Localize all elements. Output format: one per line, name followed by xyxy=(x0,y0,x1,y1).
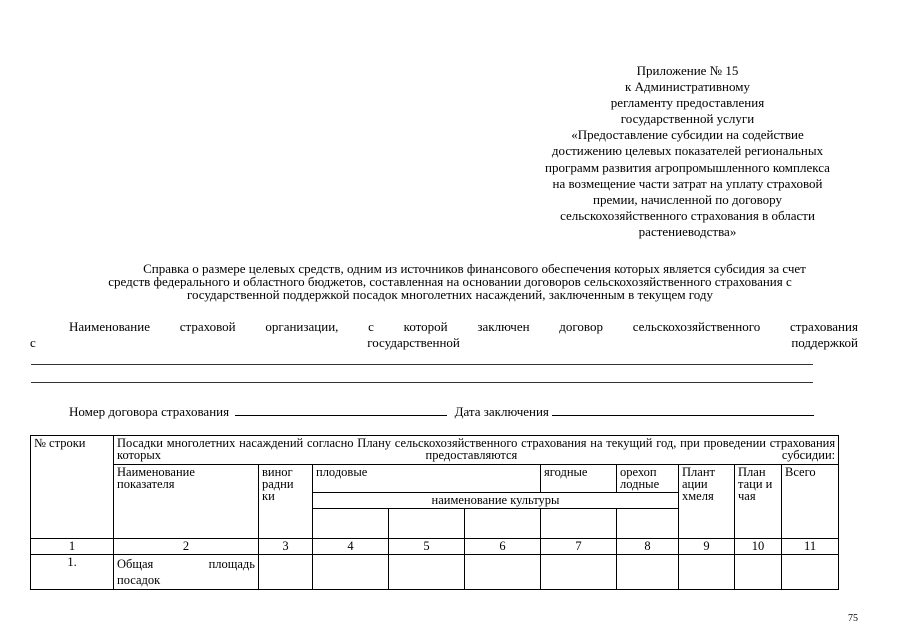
value-cell[interactable] xyxy=(679,555,735,590)
subsidy-table xyxy=(30,435,839,590)
title-line: средств федерального и областного бюджетов, составленная на основании договоров сельскохозяйственного страхования с xyxy=(108,274,792,289)
table-row xyxy=(31,555,839,590)
insurer-line-2 xyxy=(30,335,858,351)
column-number: 8 xyxy=(617,539,679,555)
contract-date-field[interactable] xyxy=(552,403,814,416)
word: заключен xyxy=(477,319,530,334)
column-number: 6 xyxy=(465,539,541,555)
indicator-header: Наименование показателя xyxy=(114,465,259,539)
insurer-name-field xyxy=(30,319,858,351)
row-label xyxy=(114,555,259,590)
insurer-line-1 xyxy=(30,319,858,335)
word: страховой xyxy=(179,319,236,334)
appendix-line: регламенту предоставления xyxy=(610,95,765,111)
column-number: 10 xyxy=(735,539,782,555)
word: государственной xyxy=(367,335,460,350)
culture-cell[interactable] xyxy=(617,509,679,539)
value-cell[interactable] xyxy=(259,555,313,590)
page-number: 75 xyxy=(848,613,858,624)
contract-number-field[interactable] xyxy=(235,403,447,416)
appendix-header xyxy=(500,63,875,240)
fill-in-line[interactable] xyxy=(31,382,813,383)
value-cell[interactable] xyxy=(313,555,389,590)
vineyards-header: виног радни ки xyxy=(259,465,313,539)
value-cell[interactable] xyxy=(389,555,465,590)
culture-cell[interactable] xyxy=(541,509,617,539)
title-line: Справка о размере целевых средств, одним из источников финансового обеспечения которых является субсидия за счет xyxy=(143,261,806,276)
value-cell[interactable] xyxy=(465,555,541,590)
column-number: 2 xyxy=(114,539,259,555)
hops-header: Плант ации хмеля xyxy=(679,465,735,539)
appendix-line: достижению целевых показателей региональных xyxy=(551,143,824,159)
word: организации, xyxy=(265,319,339,334)
contract-line xyxy=(69,403,814,420)
value-cell[interactable] xyxy=(617,555,679,590)
column-number: 4 xyxy=(313,539,389,555)
word: договор xyxy=(559,319,603,334)
value-cell[interactable] xyxy=(541,555,617,590)
column-number: 7 xyxy=(541,539,617,555)
culture-cell[interactable] xyxy=(465,509,541,539)
word: сельскохозяйственного xyxy=(632,319,761,334)
value-cell[interactable] xyxy=(782,555,839,590)
culture-cell[interactable] xyxy=(389,509,465,539)
column-number: 3 xyxy=(259,539,313,555)
row-label-line: посадок xyxy=(117,573,161,587)
tea-header: План таци и чая xyxy=(735,465,782,539)
nut-header: орехоп лодные xyxy=(617,465,679,493)
column-number: 9 xyxy=(679,539,735,555)
col-no-header: № строки xyxy=(31,436,114,539)
word: Наименование xyxy=(69,319,150,334)
value-cell[interactable] xyxy=(735,555,782,590)
appendix-line: растениеводства» xyxy=(638,223,737,239)
contract-number-label: Номер договора страхования xyxy=(69,404,230,419)
berry-header: ягодные xyxy=(541,465,617,493)
word: с xyxy=(368,319,374,334)
contract-date-label: Дата заключения xyxy=(454,404,549,419)
appendix-line: государственной услуги xyxy=(620,111,755,127)
word: страхования xyxy=(789,319,858,334)
column-number: 5 xyxy=(389,539,465,555)
word: которой xyxy=(403,319,448,334)
appendix-line: на возмещение части затрат на уплату страховой xyxy=(552,175,823,191)
culture-name-header: наименование культуры xyxy=(313,493,679,509)
appendix-line: Приложение № 15 xyxy=(636,63,739,78)
word: с xyxy=(30,335,36,350)
row-number: 1. xyxy=(31,555,114,590)
row-label-line: Общая площадь xyxy=(117,557,255,571)
document-title xyxy=(30,262,870,301)
appendix-line: сельскохозяйственного страхования в области xyxy=(560,207,815,223)
plantings-header: Посадки многолетних насаждений согласно Плану сельскохозяйственного страхования на текущий год, при проведении страхования которых предоставляются субсидии: xyxy=(114,436,839,465)
word: поддержкой xyxy=(791,335,858,350)
appendix-line: программ развития агропромышленного комплекса xyxy=(545,159,830,175)
title-line: государственной поддержкой посадок многолетних насаждений, заключенным в текущем году xyxy=(186,287,714,302)
total-header: Всего xyxy=(782,465,839,539)
appendix-line: «Предоставление субсидии на содействие xyxy=(571,127,804,143)
appendix-line: премии, начисленной по договору xyxy=(593,191,782,207)
appendix-line: к Административному xyxy=(625,79,750,95)
fill-in-line[interactable] xyxy=(31,364,813,365)
culture-cell[interactable] xyxy=(313,509,389,539)
column-number: 1 xyxy=(31,539,114,555)
column-number: 11 xyxy=(782,539,839,555)
fruit-header: плодовые xyxy=(313,465,541,493)
